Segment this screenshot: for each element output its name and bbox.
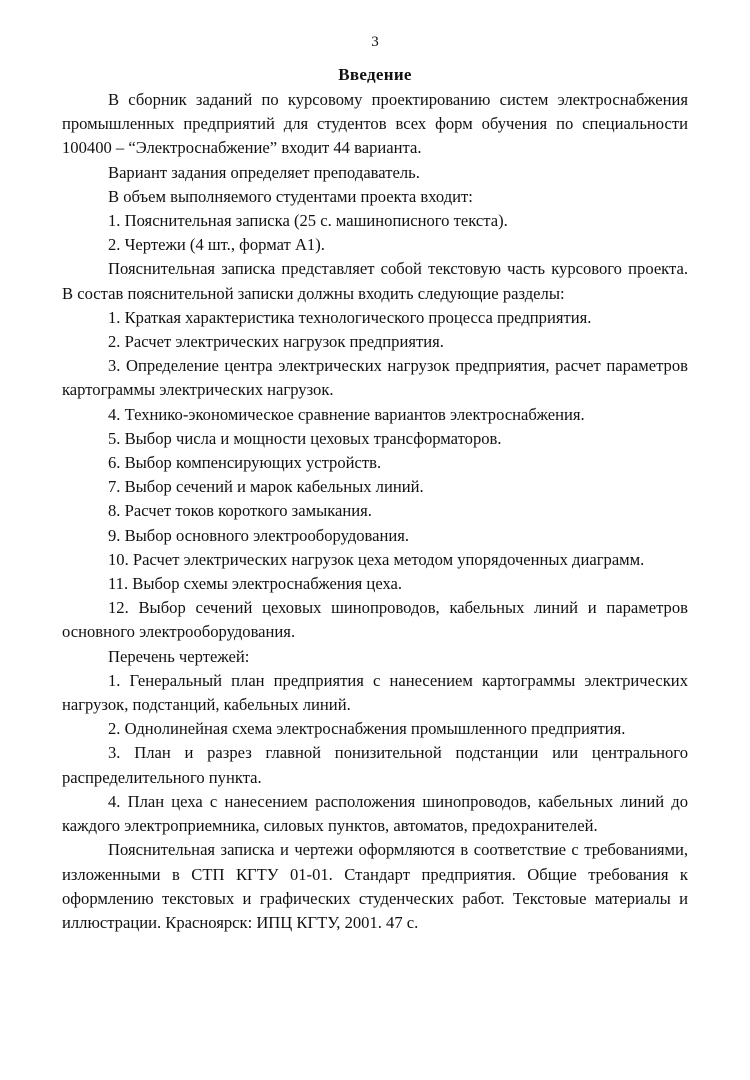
list-item: 7. Выбор сечений и марок кабельных линий. xyxy=(108,477,424,497)
drawings-intro-paragraph: Перечень чертежей: xyxy=(108,646,250,666)
drawings-list xyxy=(62,669,688,838)
list-item: 11. Выбор схемы электроснабжения цеха. xyxy=(108,574,403,594)
list-item: 1. Краткая характеристика технологического процесса предприятия. xyxy=(108,307,592,327)
list-item: 8. Расчет токов короткого замыкания. xyxy=(108,501,372,521)
list-item: 10. Расчет электрических нагрузок цеха методом упорядоченных диаграмм. xyxy=(108,549,645,569)
list-item: 4. Технико-экономическое сравнение вариантов электроснабжения. xyxy=(108,404,585,424)
document-body xyxy=(62,88,688,935)
scope-paragraph: В объем выполняемого студентами проекта входит: xyxy=(108,186,473,206)
note-intro-paragraph: Пояснительная записка представляет собой текстовую часть курсового проекта. В состав пояснительной записки должны входить следующие разделы: xyxy=(62,259,688,303)
list-item: 5. Выбор числа и мощности цеховых трансформаторов. xyxy=(108,428,502,448)
list-item: 2. Чертежи (4 шт., формат А1). xyxy=(108,235,325,255)
intro-paragraph: В сборник заданий по курсовому проектированию систем электроснабжения промышленных предприятий для студентов всех форм обучения по специальности 100400 – “Электроснабжение” входит 44 варианта. xyxy=(62,90,688,158)
list-item: 9. Выбор основного электрооборудования. xyxy=(108,525,410,545)
list-item: 1. Пояснительная записка (25 с. машинописного текста). xyxy=(108,211,508,231)
project-parts-list xyxy=(62,209,688,257)
page-title: Введение xyxy=(338,65,412,84)
list-item: 3. Определение центра электрических нагрузок предприятия, расчет параметров картограммы электрических нагрузок. xyxy=(62,356,688,400)
variant-paragraph: Вариант задания определяет преподаватель. xyxy=(108,162,420,182)
list-item: 2. Расчет электрических нагрузок предприятия. xyxy=(108,332,444,352)
list-item: 12. Выбор сечений цеховых шинопроводов, кабельных линий и параметров основного электрооборудования. xyxy=(62,598,688,642)
list-item: 3. План и разрез главной понизительной подстанции или центрального распределительного пункта. xyxy=(62,743,688,787)
note-sections-list xyxy=(62,306,688,645)
closing-paragraph: Пояснительная записка и чертежи оформляются в соответствие с требованиями, изложенными в СТП КГТУ 01-01. Стандарт предприятия. Общие требования к оформлению текстовых и графических студенческих работ. Текстовые материалы и иллюстрации. Красноярск: ИПЦ КГТУ, 2001. 47 с. xyxy=(62,840,688,932)
page-number: 3 xyxy=(371,34,379,50)
list-item: 6. Выбор компенсирующих устройств. xyxy=(108,453,382,473)
list-item: 2. Однолинейная схема электроснабжения промышленного предприятия. xyxy=(108,719,626,739)
list-item: 4. План цеха с нанесением расположения шинопроводов, кабельных линий до каждого электроприемника, силовых пунктов, автоматов, предохранителей. xyxy=(62,791,688,836)
list-item: 1. Генеральный план предприятия с нанесением картограммы электрических нагрузок, подстанций, кабельных линий. xyxy=(62,670,688,715)
